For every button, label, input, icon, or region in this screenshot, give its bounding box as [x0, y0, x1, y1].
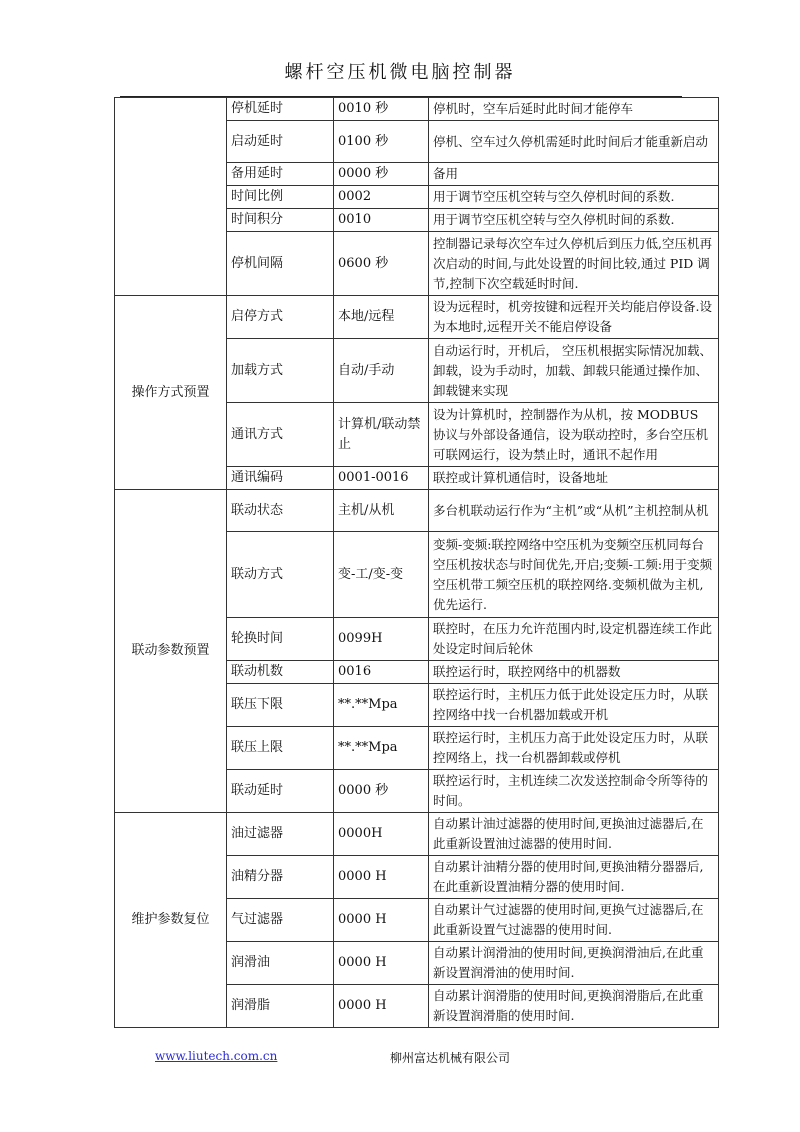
param-name-cell: 联动状态	[227, 490, 334, 532]
table-row	[115, 98, 719, 121]
param-name-cell: 轮换时间	[227, 618, 334, 661]
group-label	[115, 98, 227, 296]
param-name-cell: 停机延时	[227, 98, 334, 121]
param-name-cell: 润滑油	[227, 942, 334, 985]
param-desc-cell: 停机时，空车后延时此时间才能停车	[429, 98, 719, 121]
param-name-cell: 气过滤器	[227, 899, 334, 942]
param-desc-cell: 联控运行时，主机压力低于此处设定压力时，从联控网络中找一台机器加载或开机	[429, 684, 719, 727]
param-value-cell: 0100 秒	[334, 121, 429, 163]
param-name-cell: 联压下限	[227, 684, 334, 727]
param-value-cell: 0010 秒	[334, 98, 429, 121]
param-desc-cell: 控制器记录每次空车过久停机后到压力低,空压机再次启动的时间,与此处设置的时间比较,通过 PID 调节,控制下次空载延时时间.	[429, 232, 719, 296]
param-value-cell: 0016	[334, 661, 429, 684]
param-desc-cell: 联控运行时，主机压力高于此处设定压力时，从联控网络上，找一台机器卸载或停机	[429, 727, 719, 770]
param-desc-cell: 自动累计气过滤器的使用时间,更换气过滤器后,在此重新设置气过滤器的使用时间.	[429, 899, 719, 942]
param-name-cell: 停机间隔	[227, 232, 334, 296]
param-desc-cell: 多台机联动运行作为“主机”或“从机”主机控制从机	[429, 490, 719, 532]
table-row	[115, 296, 719, 339]
param-value-cell: 变-工/变-变	[334, 532, 429, 618]
param-desc-cell: 联控运行时，联控网络中的机器数	[429, 661, 719, 684]
param-name-cell: 联动机数	[227, 661, 334, 684]
param-desc-cell: 停机、空车过久停机需延时此时间后才能重新启动	[429, 121, 719, 163]
param-desc-cell: 自动累计油过滤器的使用时间,更换油过滤器后,在此重新设置油过滤器的使用时间.	[429, 813, 719, 856]
param-name-cell: 通讯方式	[227, 403, 334, 467]
param-desc-cell: 设为计算机时，控制器作为从机，按 MODBUS 协议与外部设备通信，设为联动控时，多台空压机可联网运行，设为禁止时，通讯不起作用	[429, 403, 719, 467]
parameter-table-body	[115, 98, 719, 1028]
param-desc-cell: 联控或计算机通信时，设备地址	[429, 467, 719, 490]
group-label: 维护参数复位	[115, 813, 227, 1028]
param-value-cell: 0000 H	[334, 856, 429, 899]
param-value-cell: 计算机/联动禁止	[334, 403, 429, 467]
param-name-cell: 联动延时	[227, 770, 334, 813]
param-name-cell: 油过滤器	[227, 813, 334, 856]
table-row	[115, 490, 719, 532]
param-name-cell: 联动方式	[227, 532, 334, 618]
footer-company: 柳州富达机械有限公司	[390, 1051, 511, 1065]
param-value-cell: 自动/手动	[334, 339, 429, 403]
param-value-cell: 0000 秒	[334, 163, 429, 186]
param-name-cell: 启停方式	[227, 296, 334, 339]
param-desc-cell: 变频-变频:联控网络中空压机为变频空压机同每台空压机按状态与时间优先,开启;变频-工频:用于变频空压机带工频空压机的联控网络.变频机做为主机,优先运行.	[429, 532, 719, 618]
param-name-cell: 时间积分	[227, 209, 334, 232]
param-desc-cell: 设为远程时，机旁按键和远程开关均能启停设备.设为本地时,远程开关不能启停设备	[429, 296, 719, 339]
param-value-cell: 0000 H	[334, 899, 429, 942]
group-label: 联动参数预置	[115, 490, 227, 813]
param-value-cell: **.**Mpa	[334, 727, 429, 770]
param-value-cell: 0000 H	[334, 985, 429, 1028]
param-value-cell: **.**Mpa	[334, 684, 429, 727]
param-name-cell: 备用延时	[227, 163, 334, 186]
group-label: 操作方式预置	[115, 296, 227, 490]
param-value-cell: 0600 秒	[334, 232, 429, 296]
param-desc-cell: 自动累计润滑脂的使用时间,更换润滑脂后,在此重新设置润滑脂的使用时间.	[429, 985, 719, 1028]
table-row	[115, 813, 719, 856]
param-name-cell: 时间比例	[227, 186, 334, 209]
param-value-cell: 0000H	[334, 813, 429, 856]
param-name-cell: 油精分器	[227, 856, 334, 899]
param-desc-cell: 自动运行时，开机后， 空压机根据实际情况加载、卸载，设为手动时，加载、卸载只能通过操作加、卸载键来实现	[429, 339, 719, 403]
param-value-cell: 0010	[334, 209, 429, 232]
param-desc-cell: 联控运行时，主机连续二次发送控制命令所等待的时间。	[429, 770, 719, 813]
param-value-cell: 0000 H	[334, 942, 429, 985]
param-desc-cell: 用于调节空压机空转与空久停机时间的系数.	[429, 209, 719, 232]
param-value-cell: 本地/远程	[334, 296, 429, 339]
param-desc-cell: 自动累计油精分器的使用时间,更换油精分器器后,在此重新设置油精分器的使用时间.	[429, 856, 719, 899]
param-value-cell: 0000 秒	[334, 770, 429, 813]
footer-website-link[interactable]: www.liutech.com.cn	[155, 1049, 278, 1063]
param-value-cell: 0001-0016	[334, 467, 429, 490]
param-name-cell: 加载方式	[227, 339, 334, 403]
param-value-cell: 主机/从机	[334, 490, 429, 532]
param-desc-cell: 自动累计润滑油的使用时间,更换润滑油后,在此重新设置润滑油的使用时间.	[429, 942, 719, 985]
page-title: 螺杆空压机微电脑控制器	[284, 62, 516, 83]
parameter-table	[114, 97, 719, 1028]
param-desc-cell: 备用	[429, 163, 719, 186]
param-value-cell: 0099H	[334, 618, 429, 661]
param-desc-cell: 用于调节空压机空转与空久停机时间的系数.	[429, 186, 719, 209]
param-desc-cell: 联控时，在压力允许范围内时,设定机器连续工作此处设定时间后轮休	[429, 618, 719, 661]
param-name-cell: 联压上限	[227, 727, 334, 770]
param-value-cell: 0002	[334, 186, 429, 209]
param-name-cell: 启动延时	[227, 121, 334, 163]
param-name-cell: 润滑脂	[227, 985, 334, 1028]
param-name-cell: 通讯编码	[227, 467, 334, 490]
